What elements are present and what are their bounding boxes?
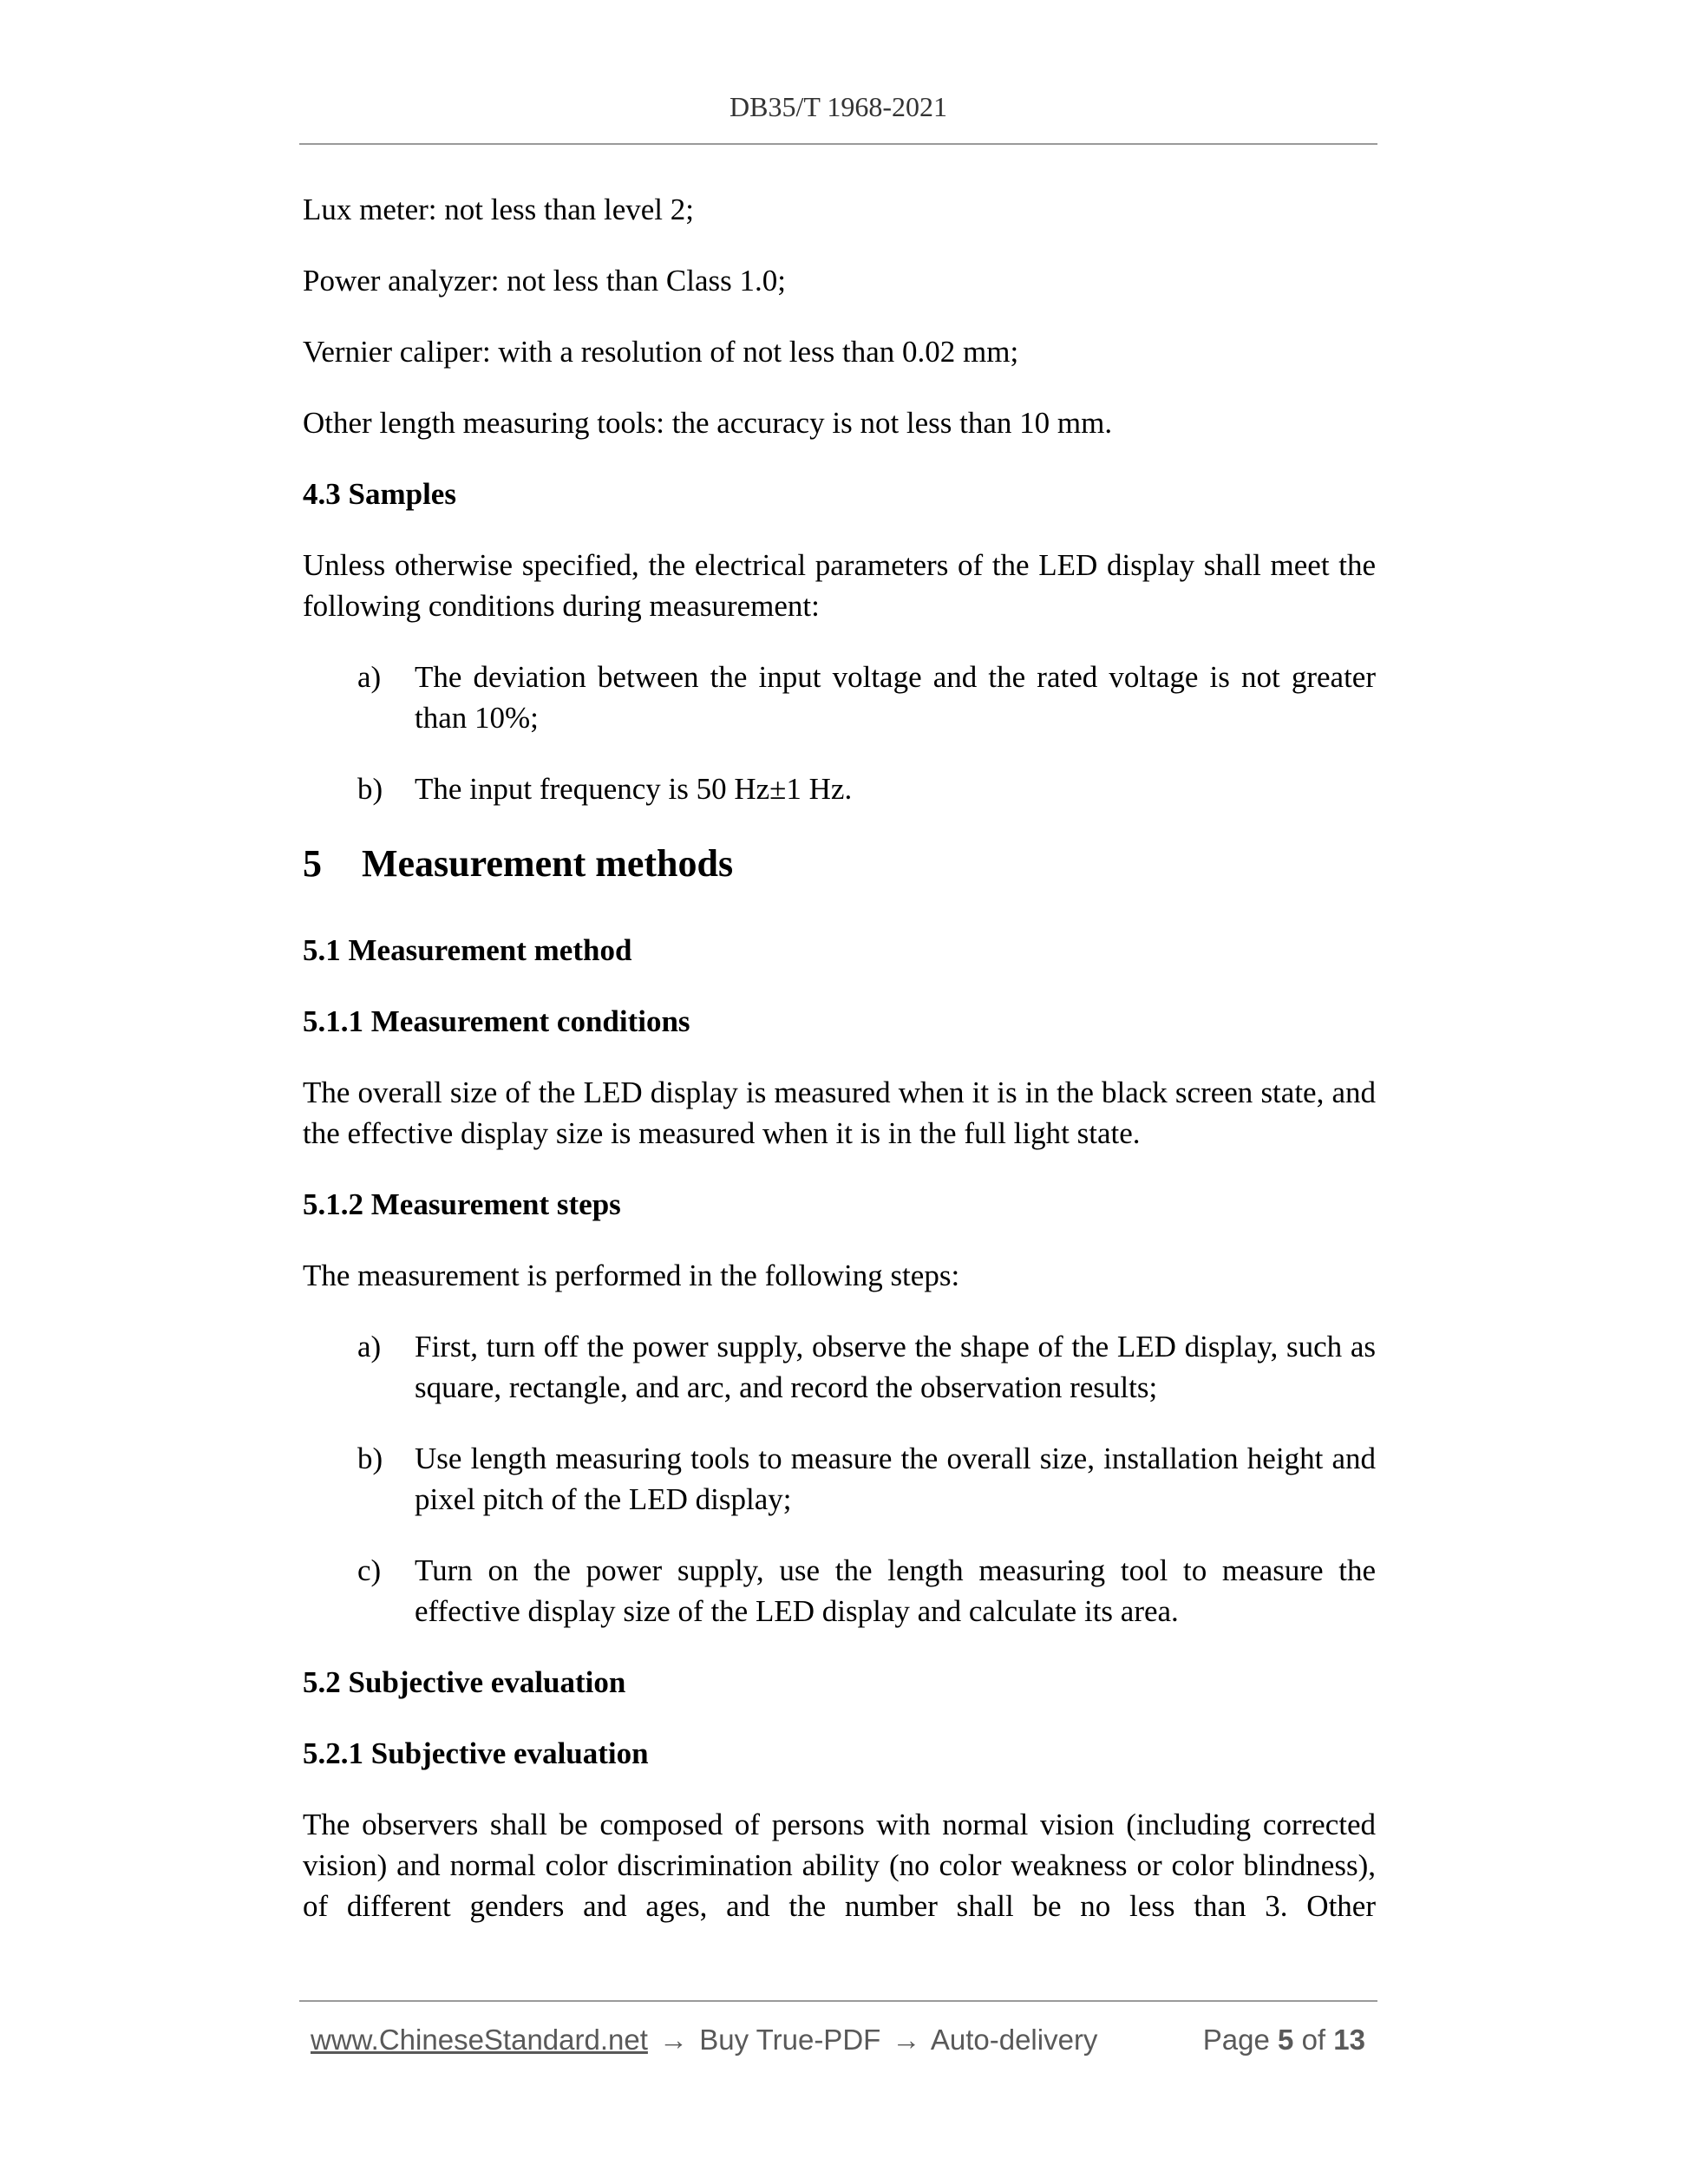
page-footer bbox=[311, 2021, 1377, 2059]
buy-true-pdf-link[interactable]: Buy True-PDF bbox=[699, 2024, 881, 2056]
site-link[interactable]: www.ChineseStandard.net bbox=[311, 2024, 648, 2056]
paragraph-power-analyzer: Power analyzer: not less than Class 1.0; bbox=[303, 264, 786, 298]
page-header-doc-code: DB35/T 1968-2021 bbox=[730, 91, 947, 122]
heading-5-2: 5.2 Subjective evaluation bbox=[303, 1665, 626, 1699]
heading-5-1-2: 5.1.2 Measurement steps bbox=[303, 1187, 621, 1221]
page-number: 5 bbox=[1278, 2024, 1294, 2056]
paragraph-observers: The observers shall be composed of persons with normal vision (including corrected vision) and normal color discrimination ability (no color weakness or color blindness), of different genders and ages, and the number shall be no less than 3. Other bbox=[303, 1808, 1376, 1923]
auto-delivery-text: Auto-delivery bbox=[930, 2024, 1098, 2056]
page-label: Page bbox=[1202, 2024, 1270, 2056]
list-item-text: Turn on the power supply, use the length measuring tool to measure the effective display size of the LED display and calculate its area. bbox=[415, 1553, 1376, 1628]
of-label: of bbox=[1301, 2024, 1326, 2056]
paragraph-steps-intro: The measurement is performed in the following steps: bbox=[303, 1259, 960, 1292]
list-item-text: First, turn off the power supply, observe the shape of the LED display, such as square, rectangle, and arc, and record the observation results; bbox=[415, 1330, 1376, 1404]
list-marker: c) bbox=[357, 1553, 382, 1587]
heading-5-title: Measurement methods bbox=[362, 842, 734, 885]
list-item-text: Use length measuring tools to measure the overall size, installation height and pixel pitch of the LED display; bbox=[415, 1442, 1376, 1516]
heading-5-1: 5.1 Measurement method bbox=[303, 933, 632, 967]
heading-5-2-1: 5.2.1 Subjective evaluation bbox=[303, 1736, 649, 1770]
list-item-text: The input frequency is 50 Hz±1 Hz. bbox=[415, 772, 853, 806]
list-item bbox=[303, 657, 1376, 738]
paragraph-measurement-conditions: The overall size of the LED display is measured when it is in the black screen state, and the effective display size is measured when it is in the full light state. bbox=[303, 1076, 1376, 1150]
page-indicator bbox=[1203, 2021, 1365, 2059]
paragraph-lux-meter: Lux meter: not less than level 2; bbox=[303, 193, 695, 226]
page-total: 13 bbox=[1333, 2024, 1365, 2056]
heading-5-1-1: 5.1.1 Measurement conditions bbox=[303, 1004, 690, 1038]
list-item bbox=[303, 1550, 1376, 1631]
list-marker: b) bbox=[357, 1442, 383, 1475]
page-content bbox=[303, 189, 1376, 1957]
list-item bbox=[303, 1438, 1376, 1520]
heading-4-3: 4.3 Samples bbox=[303, 477, 456, 511]
list-marker: a) bbox=[357, 1330, 382, 1363]
list-item bbox=[303, 1326, 1376, 1408]
paragraph-samples-intro: Unless otherwise specified, the electrical parameters of the LED display shall meet the following conditions during measurement: bbox=[303, 548, 1376, 623]
right-arrow-icon: → bbox=[659, 2024, 689, 2056]
header-divider bbox=[299, 143, 1377, 145]
paragraph-vernier-caliper: Vernier caliper: with a resolution of not less than 0.02 mm; bbox=[303, 335, 1019, 369]
right-arrow-icon: → bbox=[892, 2024, 921, 2056]
heading-5-number: 5 bbox=[303, 842, 322, 885]
list-item bbox=[303, 768, 1376, 809]
list-item-text: The deviation between the input voltage and the rated voltage is not greater than 10%; bbox=[415, 660, 1376, 735]
list-marker: b) bbox=[357, 772, 383, 806]
paragraph-other-tools: Other length measuring tools: the accuracy is not less than 10 mm. bbox=[303, 406, 1113, 440]
footer-divider bbox=[299, 2000, 1377, 2002]
heading-5 bbox=[303, 840, 1376, 888]
list-marker: a) bbox=[357, 660, 382, 694]
